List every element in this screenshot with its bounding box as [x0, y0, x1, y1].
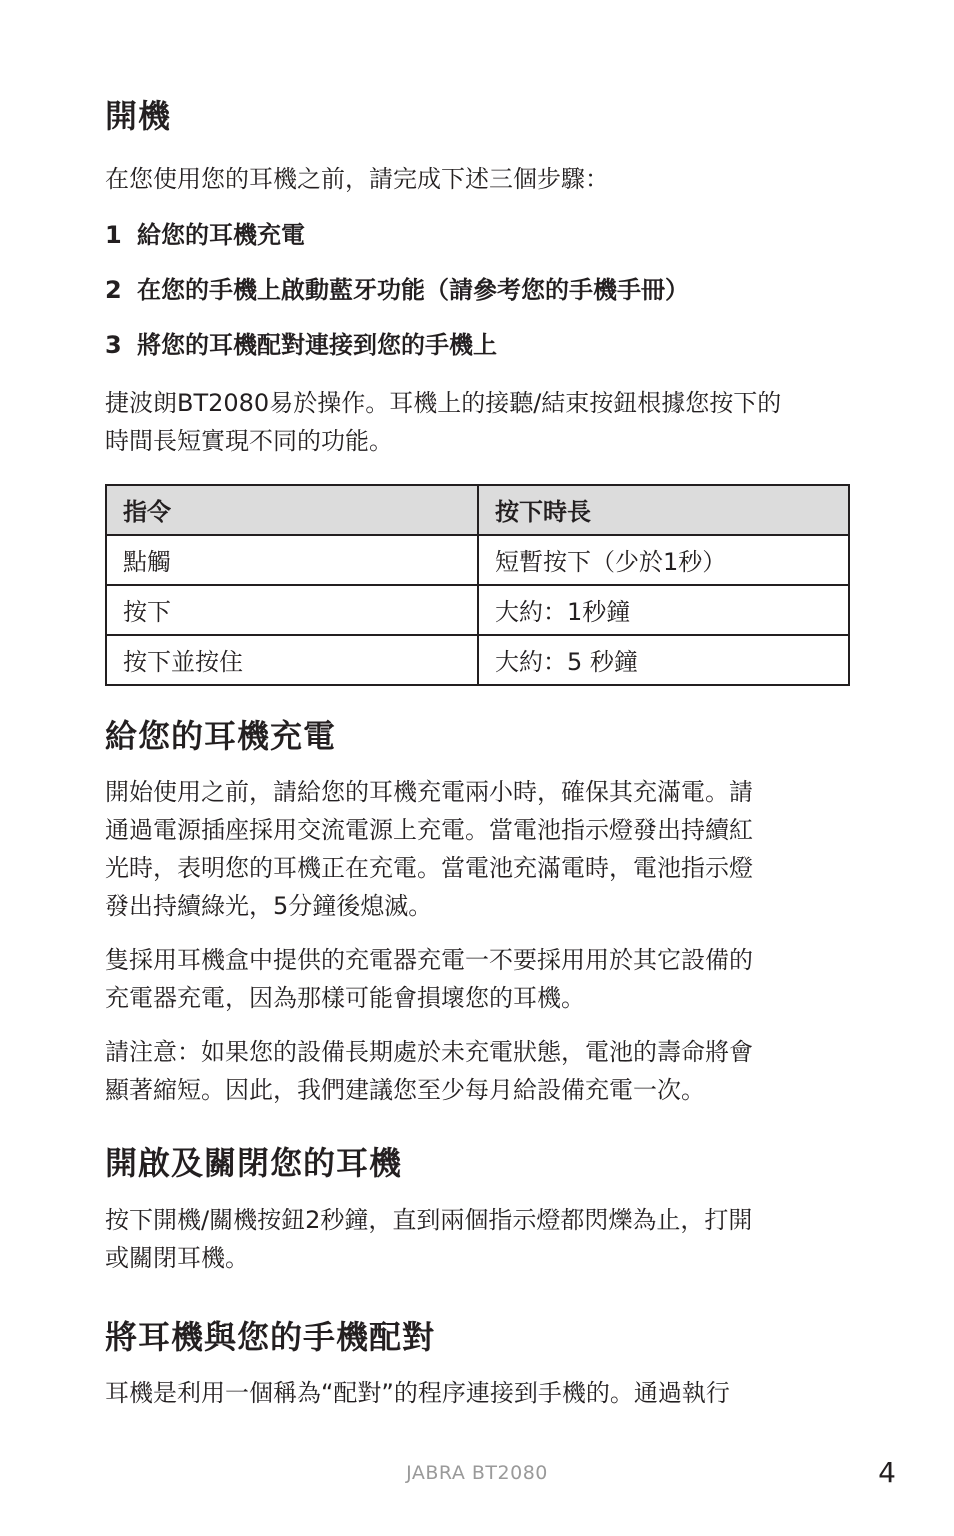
section-title-pairing: 將耳機與您的手機配對	[105, 1317, 436, 1356]
charging-paragraph	[105, 773, 850, 925]
table-header-row	[106, 485, 849, 535]
step-text: 在您的手機上啟動藍牙功能（請參考您的手機手冊）	[137, 275, 689, 304]
step-item	[105, 330, 850, 360]
description-line: 時間長短實現不同的功能。	[105, 426, 393, 455]
text-line: 光時，表明您的耳機正在充電。當電池充滿電時，電池指示燈	[105, 854, 753, 883]
text-line: 開始使用之前，請給您的耳機充電兩小時，確保其充滿電。請	[105, 778, 753, 807]
step-text: 給您的耳機充電	[137, 220, 305, 249]
footer-brand: JABRA BT2080	[406, 1462, 548, 1484]
page-number: 4	[878, 1456, 896, 1489]
text-line: 通過電源插座採用交流電源上充電。當電池指示燈發出持續紅	[105, 816, 753, 845]
section-title-power-on: 開機	[105, 97, 172, 135]
step-number: 2	[105, 275, 122, 304]
text-line: 充電器充電，因為那樣可能會損壞您的耳機。	[105, 984, 585, 1013]
section-title-charging: 給您的耳機充電	[105, 716, 337, 755]
pairing-paragraph: 耳機是利用一個稱為“配對”的程序連接到手機的。通過執行	[105, 1379, 730, 1408]
table-cell: 大約：1秒鐘	[478, 585, 849, 635]
charger-warning-paragraph	[105, 941, 850, 1017]
table-row	[106, 585, 849, 635]
steps-list	[105, 220, 850, 360]
column-header-duration: 按下時長	[478, 485, 849, 535]
table-row	[106, 635, 849, 685]
step-item	[105, 220, 850, 250]
text-line: 或關閉耳機。	[105, 1243, 249, 1272]
table-cell: 按下並按住	[106, 635, 478, 685]
table-row	[106, 535, 849, 585]
step-item	[105, 275, 850, 305]
description-line: 捷波朗BT2080易於操作。耳機上的接聽/結束按鈕根據您按下的	[105, 388, 782, 417]
column-header-command: 指令	[106, 485, 478, 535]
table-cell: 點觸	[106, 535, 478, 585]
step-number: 1	[105, 220, 122, 249]
text-line: 請注意：如果您的設備長期處於未充電狀態，電池的壽命將會	[105, 1038, 753, 1067]
step-text: 將您的耳機配對連接到您的手機上	[137, 330, 497, 359]
manual-page	[105, 96, 850, 1412]
on-off-paragraph	[105, 1201, 850, 1277]
section-title-on-off: 開啟及關閉您的耳機	[105, 1144, 403, 1183]
intro-text: 在您使用您的耳機之前，請完成下述三個步驟：	[105, 164, 609, 193]
description-paragraph	[105, 384, 850, 460]
text-line: 發出持續綠光，5分鐘後熄滅。	[105, 892, 433, 921]
table-cell: 大約：5 秒鐘	[478, 635, 849, 685]
command-table	[105, 484, 850, 686]
text-line: 按下開機/關機按鈕2秒鐘，直到兩個指示燈都閃爍為止，打開	[105, 1205, 753, 1234]
step-number: 3	[105, 330, 122, 359]
text-line: 隻採用耳機盒中提供的充電器充電一不要採用用於其它設備的	[105, 946, 753, 975]
table-cell: 按下	[106, 585, 478, 635]
battery-note-paragraph	[105, 1033, 850, 1109]
text-line: 顯著縮短。因此，我們建議您至少每月給設備充電一次。	[105, 1076, 705, 1105]
table-cell: 短暫按下（少於1秒）	[478, 535, 849, 585]
